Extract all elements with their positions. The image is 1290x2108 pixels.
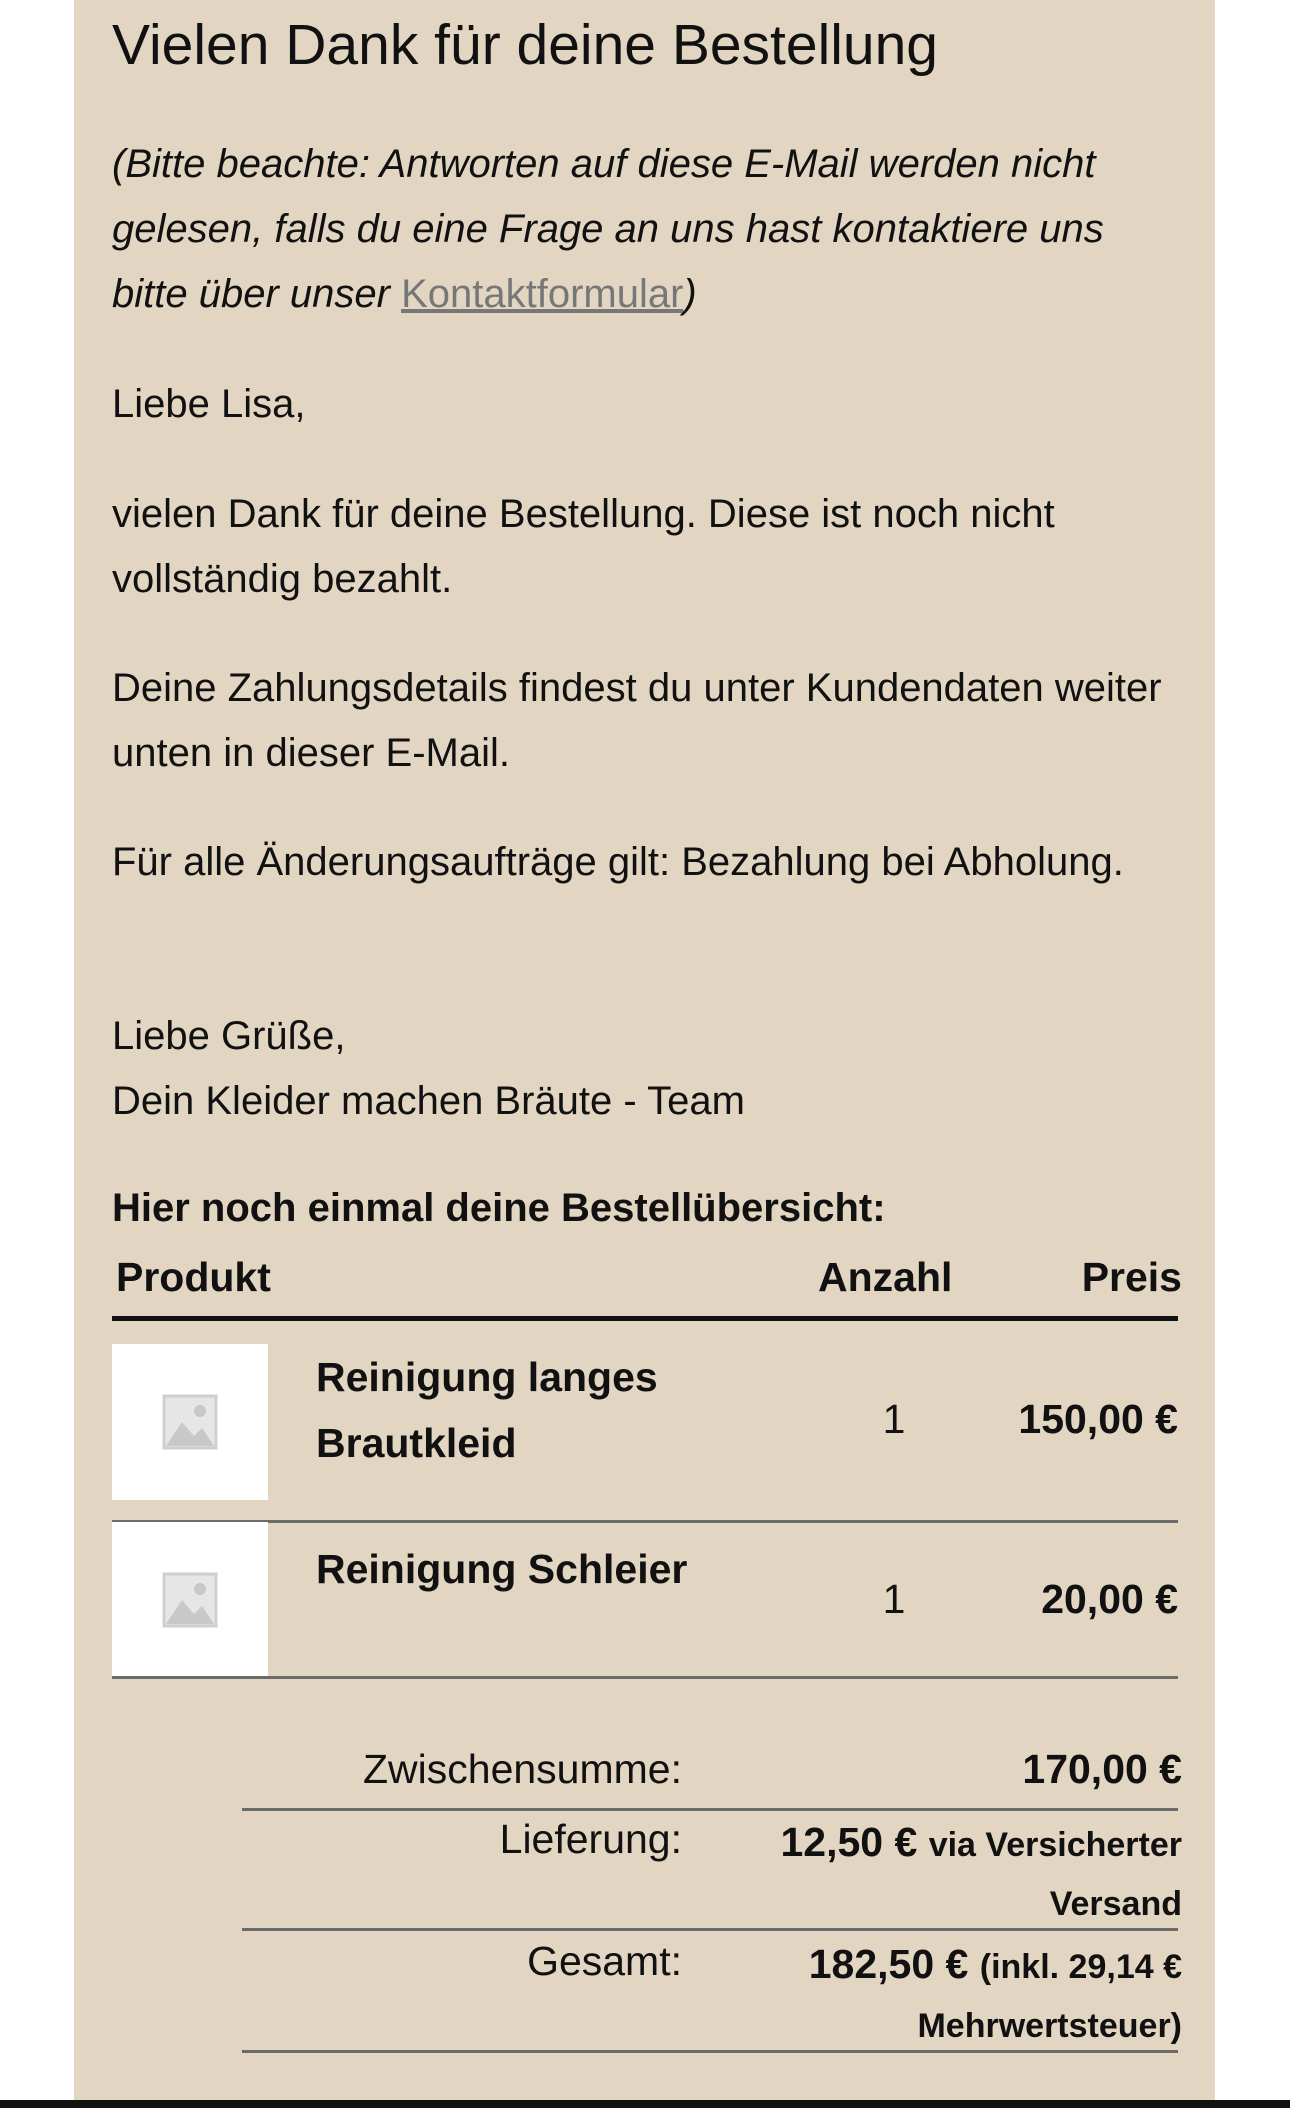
email-note — [112, 132, 1182, 327]
paragraph-payment-details: Deine Zahlungsdetails findest du unter Kundendaten weiter unten in dieser E-Mail. — [112, 666, 1162, 775]
bottom-border — [0, 2100, 1290, 2108]
signoff-line-2: Dein Kleider machen Bräute - Team — [112, 1079, 745, 1123]
order-summary-heading: Hier noch einmal deine Bestellübersicht: — [112, 1186, 886, 1230]
product-quantity: 1 — [882, 1576, 906, 1622]
totals-divider — [242, 1928, 1178, 1931]
note-close: ) — [683, 272, 697, 316]
table-header-divider — [112, 1316, 1178, 1321]
order-item-row — [112, 1344, 1178, 1522]
signoff — [112, 1004, 1182, 1134]
totals-divider — [242, 2050, 1178, 2053]
shipping-amount: 12,50 € — [780, 1819, 918, 1865]
total-label: Gesamt: — [527, 1938, 682, 1984]
product-thumbnail — [112, 1522, 268, 1678]
shipping-label: Lieferung: — [499, 1816, 682, 1862]
order-item-row — [112, 1522, 1178, 1682]
greeting: Liebe Lisa, — [112, 382, 306, 426]
image-placeholder-icon — [162, 1394, 218, 1450]
shipping-method: via Versicherter Versand — [928, 1826, 1182, 1923]
note-text: (Bitte beachte: Antworten auf diese E-Mail werden nicht gelesen, falls du eine Frage an uns hast kontaktiere uns bitte über unser — [112, 142, 1104, 316]
shipping-value — [722, 1814, 1182, 1932]
column-header-product: Produkt — [116, 1254, 271, 1300]
product-price: 20,00 € — [1041, 1576, 1178, 1622]
email-title: Vielen Dank für deine Bestellung — [112, 13, 938, 77]
email-card — [74, 0, 1215, 2100]
image-placeholder-icon — [162, 1572, 218, 1628]
signoff-line-1: Liebe Grüße, — [112, 1014, 346, 1058]
total-amount: 182,50 € — [808, 1941, 969, 1987]
product-name: Reinigung Schleier — [316, 1546, 688, 1592]
totals-divider — [242, 1808, 1178, 1811]
total-tax-note: (inkl. 29,14 € Mehrwertsteuer) — [917, 1948, 1182, 2045]
total-value — [722, 1936, 1182, 2054]
row-divider — [112, 1676, 1178, 1679]
contact-form-link[interactable]: Kontaktformular — [401, 272, 684, 316]
product-name: Reinigung langes Brautkleid — [316, 1354, 658, 1466]
product-thumbnail — [112, 1344, 268, 1500]
subtotal-value: 170,00 € — [1022, 1746, 1182, 1792]
paragraph-alterations: Für alle Änderungsaufträge gilt: Bezahlung bei Abholung. — [112, 840, 1124, 884]
paragraph-payment-status: vielen Dank für deine Bestellung. Diese ist noch nicht vollständig bezahlt. — [112, 492, 1055, 601]
product-price: 150,00 € — [1018, 1396, 1178, 1442]
subtotal-label: Zwischensumme: — [363, 1746, 682, 1792]
column-header-price: Preis — [1081, 1254, 1182, 1300]
product-quantity: 1 — [882, 1396, 906, 1442]
column-header-quantity: Anzahl — [818, 1254, 953, 1300]
